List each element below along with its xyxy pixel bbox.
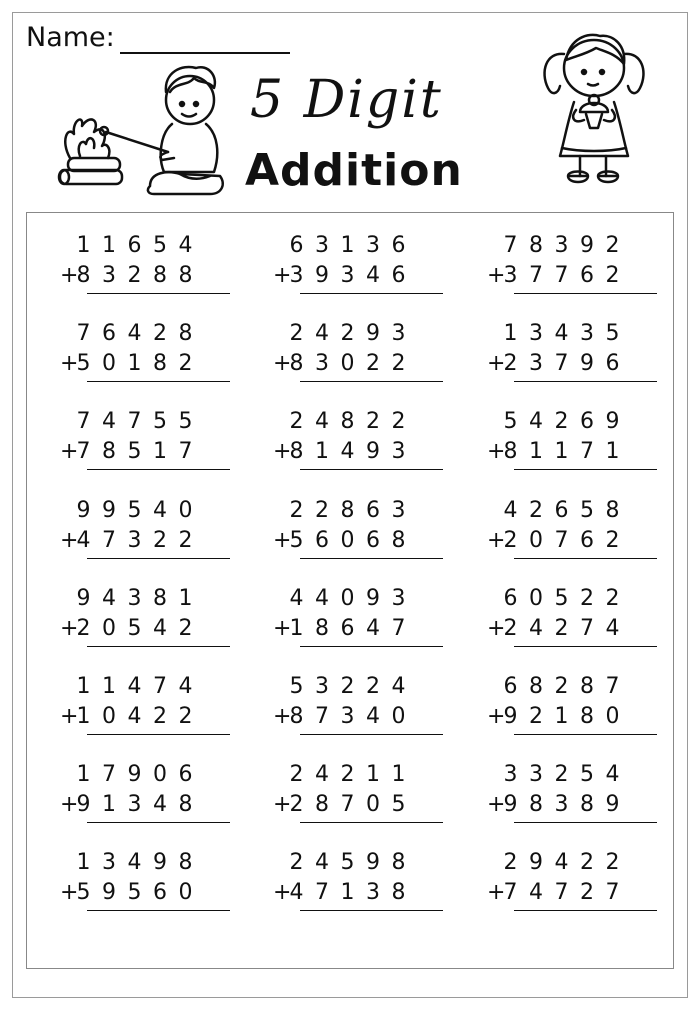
- plus-sign: +: [487, 351, 506, 377]
- addition-problem: [243, 409, 443, 479]
- plus-sign: +: [487, 263, 506, 288]
- addend-top: 17906: [76, 762, 204, 788]
- addition-problem: [243, 674, 443, 744]
- addend-bottom: 98389: [503, 792, 631, 818]
- addend-bottom: 87340: [289, 704, 417, 729]
- addend-bottom: 37762: [503, 263, 631, 288]
- plus-sign: +: [60, 704, 79, 729]
- addend-top: 13435: [503, 321, 631, 347]
- addend-top: 76428: [76, 321, 204, 347]
- sum-line: [514, 734, 657, 735]
- addend-top: 68287: [503, 674, 631, 699]
- sum-line: [300, 646, 443, 647]
- addend-bottom: 83288: [76, 263, 204, 288]
- plus-sign: +: [487, 439, 506, 465]
- plus-sign: +: [487, 792, 506, 818]
- addend-bottom: 18647: [289, 615, 417, 641]
- addend-bottom: 50182: [76, 351, 204, 377]
- addend-top: 33254: [503, 762, 631, 788]
- sum-line: [514, 469, 657, 470]
- addition-problem: [457, 233, 657, 303]
- addend-bottom: 20762: [503, 527, 631, 553]
- addend-bottom: 74727: [503, 880, 631, 906]
- addend-top: 63136: [289, 233, 417, 258]
- addend-top: 94381: [76, 585, 204, 611]
- plus-sign: +: [273, 792, 292, 818]
- plus-sign: +: [60, 527, 79, 553]
- addition-problem: [457, 586, 657, 656]
- plus-sign: +: [60, 351, 79, 377]
- title-script: 5 Digit: [250, 70, 443, 130]
- sum-line: [87, 558, 230, 559]
- addition-problem: [457, 498, 657, 568]
- addition-problem: [457, 674, 657, 744]
- sum-line: [300, 381, 443, 382]
- addend-top: 24598: [289, 850, 417, 876]
- addition-problem: [243, 762, 443, 832]
- plus-sign: +: [60, 615, 79, 641]
- name-label: Name:: [26, 22, 115, 53]
- sum-line: [87, 469, 230, 470]
- addend-bottom: 59560: [76, 880, 204, 906]
- addend-top: 54269: [503, 409, 631, 435]
- sum-line: [87, 910, 230, 911]
- name-blank-line: [120, 52, 290, 54]
- addition-problem: [30, 586, 230, 656]
- addition-problem: [30, 498, 230, 568]
- sum-line: [87, 293, 230, 294]
- addend-bottom: 10422: [76, 704, 204, 729]
- plus-sign: +: [273, 704, 292, 729]
- plus-sign: +: [60, 263, 79, 288]
- addend-bottom: 56068: [289, 527, 417, 553]
- sum-line: [300, 910, 443, 911]
- sum-line: [87, 381, 230, 382]
- sum-line: [300, 469, 443, 470]
- addition-problem: [243, 498, 443, 568]
- addition-problem: [30, 850, 230, 920]
- sum-line: [514, 822, 657, 823]
- sum-line: [87, 734, 230, 735]
- addition-problem: [30, 233, 230, 303]
- addend-bottom: 39346: [289, 263, 417, 288]
- plus-sign: +: [487, 615, 506, 641]
- addition-problem: [243, 850, 443, 920]
- addition-problem: [243, 233, 443, 303]
- sum-line: [87, 822, 230, 823]
- addend-top: 78392: [503, 233, 631, 258]
- sum-line: [300, 558, 443, 559]
- addend-bottom: 91348: [76, 792, 204, 818]
- plus-sign: +: [60, 880, 79, 906]
- addend-top: 53224: [289, 674, 417, 699]
- addend-top: 99540: [76, 497, 204, 523]
- addend-bottom: 24274: [503, 615, 631, 641]
- addend-top: 42658: [503, 497, 631, 523]
- addition-problem: [30, 321, 230, 391]
- addend-top: 74755: [76, 409, 204, 435]
- sum-line: [514, 293, 657, 294]
- addition-problem: [457, 409, 657, 479]
- addition-problem: [243, 321, 443, 391]
- addend-bottom: 83022: [289, 351, 417, 377]
- plus-sign: +: [273, 527, 292, 553]
- addend-bottom: 78517: [76, 439, 204, 465]
- addition-problem: [457, 850, 657, 920]
- sum-line: [514, 646, 657, 647]
- sum-line: [87, 646, 230, 647]
- addend-bottom: 47138: [289, 880, 417, 906]
- sum-line: [300, 734, 443, 735]
- addition-problem: [243, 586, 443, 656]
- addend-bottom: 23796: [503, 351, 631, 377]
- addition-problem: [30, 674, 230, 744]
- addend-bottom: 81171: [503, 439, 631, 465]
- addition-problem: [30, 762, 230, 832]
- sum-line: [300, 293, 443, 294]
- plus-sign: +: [273, 263, 292, 288]
- boy-campfire-illustration: [50, 62, 230, 207]
- plus-sign: +: [60, 439, 79, 465]
- addend-top: 22863: [289, 497, 417, 523]
- addend-top: 24822: [289, 409, 417, 435]
- addition-problem: [30, 409, 230, 479]
- addition-problem: [457, 762, 657, 832]
- addend-top: 24211: [289, 762, 417, 788]
- addend-bottom: 47322: [76, 527, 204, 553]
- addition-problem: [457, 321, 657, 391]
- girl-sundae-illustration: [540, 24, 650, 199]
- plus-sign: +: [487, 704, 506, 729]
- plus-sign: +: [487, 880, 506, 906]
- plus-sign: +: [273, 439, 292, 465]
- addend-bottom: 81493: [289, 439, 417, 465]
- plus-sign: +: [273, 615, 292, 641]
- addend-top: 60522: [503, 585, 631, 611]
- addend-top: 24293: [289, 321, 417, 347]
- sum-line: [514, 558, 657, 559]
- addend-bottom: 20542: [76, 615, 204, 641]
- addend-bottom: 28705: [289, 792, 417, 818]
- sum-line: [514, 910, 657, 911]
- sum-line: [514, 381, 657, 382]
- addend-top: 13498: [76, 850, 204, 876]
- addend-top: 11474: [76, 674, 204, 699]
- addend-top: 44093: [289, 585, 417, 611]
- addend-bottom: 92180: [503, 704, 631, 729]
- plus-sign: +: [273, 880, 292, 906]
- title-main: Addition: [245, 145, 463, 196]
- plus-sign: +: [60, 792, 79, 818]
- addend-top: 11654: [76, 233, 204, 258]
- sum-line: [300, 822, 443, 823]
- plus-sign: +: [487, 527, 506, 553]
- addend-top: 29422: [503, 850, 631, 876]
- plus-sign: +: [273, 351, 292, 377]
